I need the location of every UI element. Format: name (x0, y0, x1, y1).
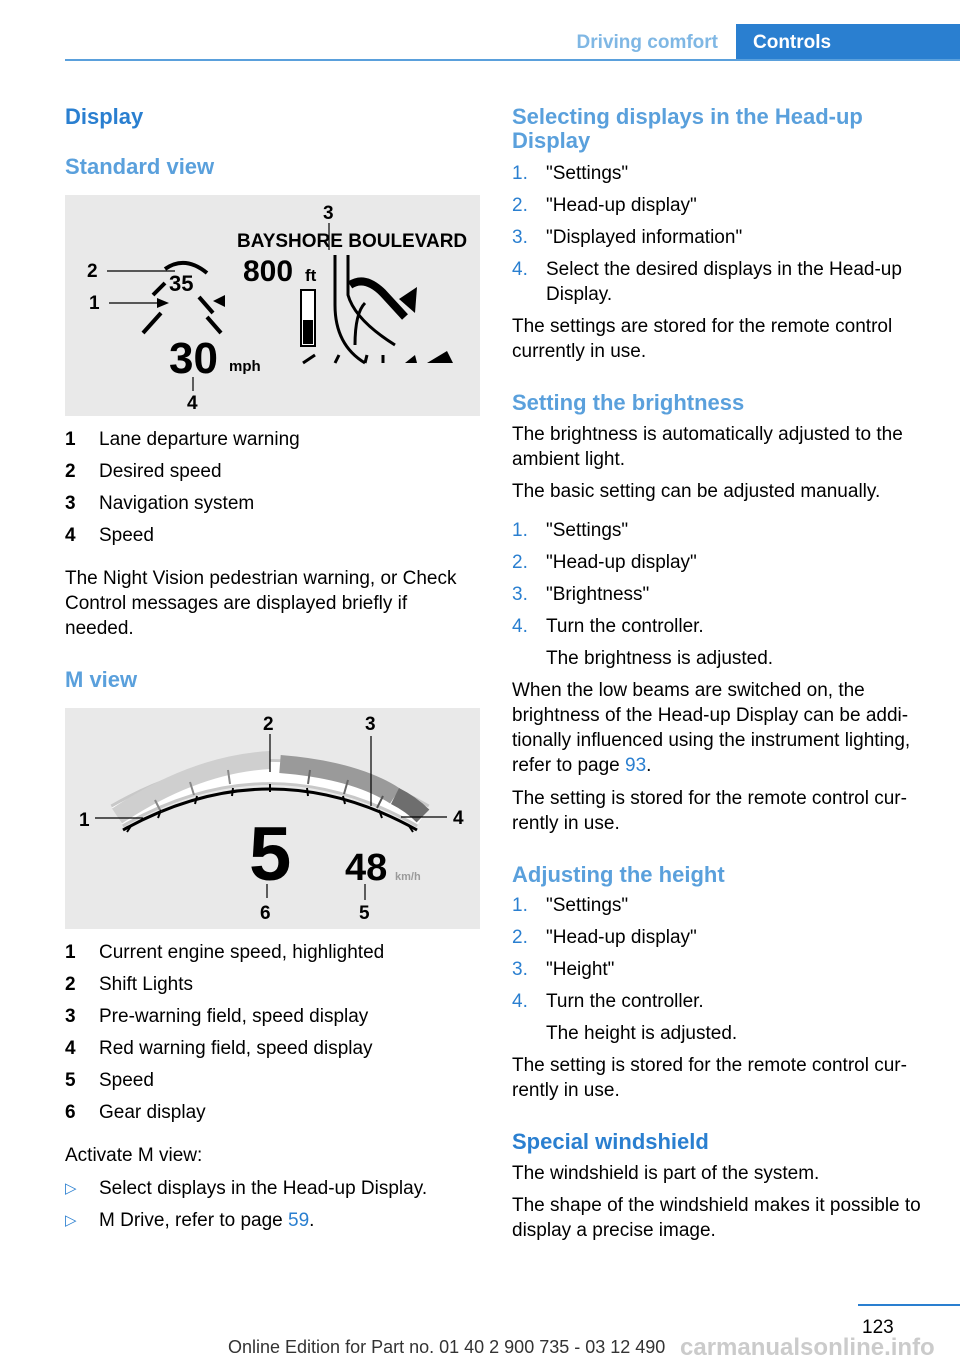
legend-number: 6 (65, 1102, 76, 1123)
legend-text: Lane departure warning (99, 429, 300, 450)
triangle-bullet-icon: ▷ (65, 1180, 77, 1197)
desired-speed-value: 35 (169, 271, 194, 296)
m-callout-6: 6 (260, 903, 271, 924)
step-number: 4. (512, 616, 528, 637)
legend-text: Red warning field, speed display (99, 1038, 373, 1059)
legend-text: Navigation system (99, 493, 255, 514)
windshield-heading: Special windshield (512, 1129, 709, 1154)
edition-footer: Online Edition for Part no. 01 40 2 900 735 - 03 12 490 (228, 1337, 666, 1357)
header-section-title: Driving comfort (576, 32, 718, 53)
callout-1: 1 (89, 293, 100, 314)
step-item (512, 257, 932, 307)
brightness-manual-text: The basic setting can be adjusted manually. (512, 481, 881, 502)
watermark: carmanualsonline.info (680, 1334, 935, 1361)
legend-number: 4 (65, 1038, 76, 1059)
legend-text: Gear display (99, 1102, 206, 1123)
step-text: "Displayed information" (546, 227, 743, 248)
step-text: "Settings" (546, 163, 629, 184)
header-rule (65, 59, 960, 61)
legend-number: 3 (65, 1006, 76, 1027)
step-text: Turn the controller. (546, 991, 704, 1012)
low-beams-text-end: . (646, 755, 652, 776)
night-vision-paragraph: The Night Vision pedestrian warning, or Check Control messages are displayed briefly if needed. (65, 568, 457, 639)
m-speed-unit: km/h (395, 871, 421, 883)
callout-2: 2 (87, 261, 98, 282)
m-callout-1: 1 (79, 810, 90, 831)
step-text: "Head-up display" (546, 195, 697, 216)
standard-view-illustration (65, 195, 480, 416)
m-view-illustration (65, 708, 480, 929)
m-speed-value: 48 (345, 847, 388, 889)
selecting-displays-heading: Selecting displays in the Head-up Display (512, 104, 863, 153)
step-number: 4. (512, 259, 528, 280)
step-text: "Head-up display" (546, 927, 697, 948)
legend-text: Speed (99, 1070, 154, 1091)
step-number: 2. (512, 927, 528, 948)
page-number: 123 (862, 1317, 894, 1338)
bullet-text: Select displays in the Head-up Display. (99, 1178, 428, 1199)
brightness-heading: Setting the brightness (512, 390, 745, 415)
step-number: 1. (512, 520, 528, 541)
activate-m-view-text: Activate M view: (65, 1145, 203, 1166)
step-number: 3. (512, 227, 528, 248)
step-number: 3. (512, 584, 528, 605)
legend-text: Speed (99, 525, 154, 546)
height-result-text: The height is adjusted. (546, 1023, 738, 1044)
legend-number: 1 (65, 429, 76, 450)
legend-number: 3 (65, 493, 76, 514)
step-number: 2. (512, 195, 528, 216)
low-beams-text: When the low beams are switched on, the brightness of the Head-up Display can be additionally influenced using the instrument lighting, refer to page (512, 680, 911, 776)
street-name: BAYSHORE BOULEVARD (237, 231, 468, 252)
header-chapter-tab: Controls (736, 24, 960, 61)
footer-rule (858, 1304, 960, 1306)
height-stored-note: The setting is stored for the remote control currently in use. (512, 1055, 907, 1101)
legend-text: Desired speed (99, 461, 222, 482)
brightness-result-text: The brightness is adjusted. (546, 648, 774, 669)
bullet-text (99, 1208, 314, 1233)
low-beams-paragraph (512, 678, 932, 778)
windshield-text-1: The windshield is part of the system. (512, 1163, 820, 1184)
legend-number: 5 (65, 1070, 76, 1091)
legend-number: 2 (65, 461, 76, 482)
step-text: Turn the controller. (546, 616, 704, 637)
m-callout-2: 2 (263, 714, 274, 735)
step-text: "Settings" (546, 895, 629, 916)
step-text: Select the desired displays in the Head-up Display. (546, 259, 902, 305)
gear-value: 5 (249, 812, 292, 897)
standard-view-figure (65, 195, 480, 416)
step-text: "Brightness" (546, 584, 650, 605)
step-number: 1. (512, 163, 528, 184)
step-text: "Head-up display" (546, 552, 697, 573)
height-heading: Adjusting the height (512, 862, 725, 887)
speed-unit: mph (229, 358, 261, 375)
m-callout-4: 4 (453, 808, 464, 829)
windshield-text-2: The shape of the windshield makes it possible to display a precise image. (512, 1195, 921, 1241)
legend-number: 1 (65, 942, 76, 963)
bullet-text-after: . (309, 1210, 315, 1231)
callout-3: 3 (323, 203, 334, 224)
brightness-auto-text: The brightness is automatically adjusted to the ambient light. (512, 424, 903, 470)
brightness-stored-note: The setting is stored for the remote control currently in use. (512, 788, 907, 834)
triangle-bullet-icon: ▷ (65, 1212, 77, 1229)
legend-text: Current engine speed, highlighted (99, 942, 385, 963)
legend-number: 4 (65, 525, 76, 546)
step-number: 4. (512, 991, 528, 1012)
callout-4: 4 (187, 393, 198, 414)
legend-text: Shift Lights (99, 974, 193, 995)
m-view-heading: M view (65, 667, 138, 692)
display-heading: Display (65, 104, 144, 129)
distance-unit: ft (305, 266, 317, 285)
bullet-text-before: M Drive, refer to page (99, 1210, 289, 1231)
speed-value: 30 (169, 334, 218, 383)
m-callout-5: 5 (359, 903, 370, 924)
step-text: "Height" (546, 959, 615, 980)
standard-view-heading: Standard view (65, 154, 215, 179)
step-number: 1. (512, 895, 528, 916)
m-callout-3: 3 (365, 714, 376, 735)
step-number: 3. (512, 959, 528, 980)
step-text: "Settings" (546, 520, 629, 541)
page-link-59[interactable]: 59 (288, 1210, 310, 1231)
step-number: 2. (512, 552, 528, 573)
distance-value: 800 (243, 255, 294, 288)
m-view-figure (65, 708, 480, 929)
page-link-93[interactable]: 93 (625, 755, 647, 776)
legend-number: 2 (65, 974, 76, 995)
legend-text: Pre-warning field, speed display (99, 1006, 369, 1027)
settings-stored-note: The settings are stored for the remote control currently in use. (512, 316, 893, 362)
